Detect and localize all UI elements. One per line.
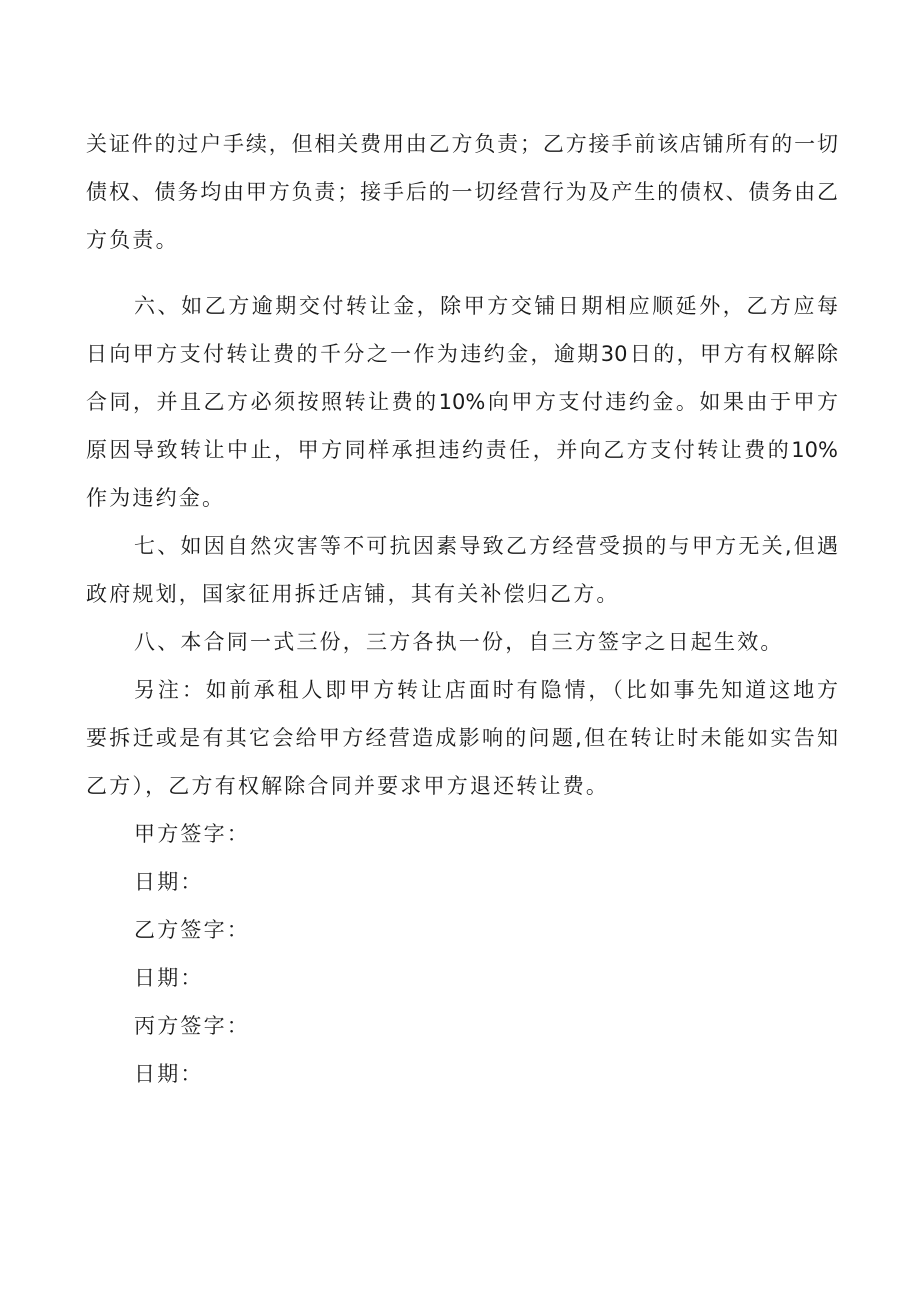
text-line: 债权、债务均由甲方负责；接手后的一切经营行为及产生的债权、债务由乙 [86,180,838,204]
text-line: 乙方），乙方有权解除合同并要求甲方退还转让费。 [86,774,610,798]
signature-block [86,810,838,1098]
text-line: 另注：如前承租人即甲方转让店面时有隐情，（比如事先知道这地方 [134,678,838,702]
text-line: 原因导致转让中止，甲方同样承担违约责任，并向乙方支付转让费的10% [86,438,838,462]
text-line: 七、如因自然灾害等不可抗因素导致乙方经营受损的与甲方无关,但遇 [134,534,838,558]
party-a-date-label: 日期： [134,870,204,894]
text-line: 八、本合同一式三份，三方各执一份，自三方签字之日起生效。 [134,630,784,654]
text-line: 政府规划，国家征用拆迁店铺，其有关补偿归乙方。 [86,582,620,606]
text-line: 要拆迁或是有其它会给甲方经营造成影响的问题,但在转让时未能如实告知 [86,726,838,750]
clause-7 [86,522,838,618]
clause-6 [86,282,838,522]
party-b-signature-label: 乙方签字： [134,918,250,942]
text-line: 合同，并且乙方必须按照转让费的10%向甲方支付违约金。如果由于甲方 [86,390,838,414]
text-line: 方负责。 [86,228,179,252]
clause-8 [86,618,838,666]
party-c-signature-label: 丙方签字： [134,1014,250,1038]
party-b-date-label: 日期： [134,966,204,990]
paragraph-5-continued [86,120,838,264]
text-line: 日向甲方支付转让费的千分之一作为违约金，逾期30日的，甲方有权解除 [86,342,838,366]
note-paragraph [86,666,838,810]
text-line: 六、如乙方逾期交付转让金，除甲方交铺日期相应顺延外，乙方应每 [134,294,838,318]
party-a-signature-label: 甲方签字： [134,822,250,846]
text-line: 作为违约金。 [86,486,226,510]
document-page [86,120,838,1098]
text-line: 关证件的过户手续，但相关费用由乙方负责；乙方接手前该店铺所有的一切 [86,132,838,156]
party-c-date-label: 日期： [134,1062,204,1086]
